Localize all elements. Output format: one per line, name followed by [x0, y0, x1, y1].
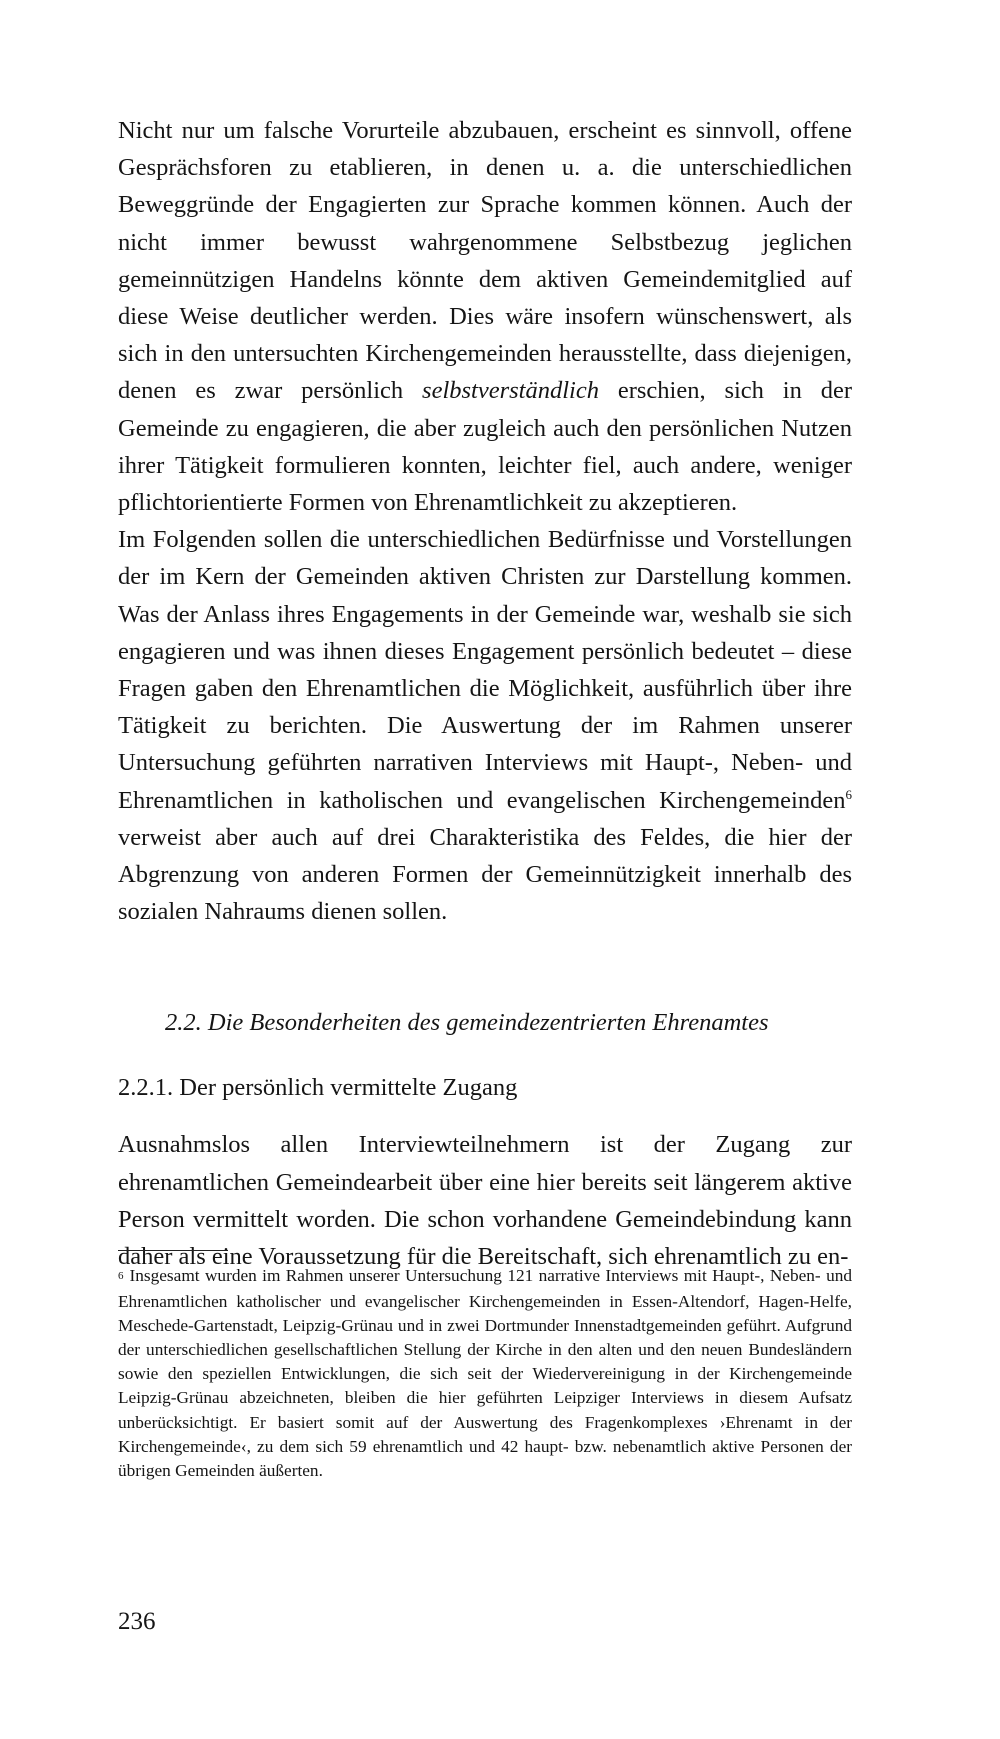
footnote-text: Insgesamt wurden im Rahmen unserer Untersuchung 121 narrative Interviews mit Haupt-, Neben- und Ehrenamtlichen katholischer und evangelischer Kirchengemeinden in Essen-Altendorf, Hagen-Helfe, Meschede-Gartenstadt, Leipzig-Grünau und in zwei Dortmunder Innenstadtgemeinden geführt. Aufgrund der unterschiedlichen gesellschaftlichen Stellung der Kirche in den alten und den neuen Bundesländern sowie den speziellen Entwicklungen, die sich seit der Wiedervereinigung in der Kirchengemeinde Leipzig-Grünau abzeichneten, bleiben die hier geführten Leipziger Interviews in diesem Aufsatz unberücksichtigt. Er basiert somit auf der Auswertung des Fragenkomplexes ›Ehrenamt in der Kirchengemeinde‹, zu dem sich 59 ehrenamtlich und 42 haupt- bzw. nebenamtlich aktive Personen der übrigen Gemeinden äußerten. [118, 1266, 852, 1480]
footnote-number: 6 [118, 1270, 124, 1282]
paragraph-2-text: Im Folgenden sollen die unterschiedlichen Bedürfnisse und Vorstellungen der im Kern der Gemeinden aktiven Christen zur Darstellung kommen. Was der Anlass ihres Engagements in der Gemeinde war, weshalb sie sich engagieren und was ihnen dieses Engagement persönlich bedeutet – diese Fragen gaben den Ehrenamtlichen die Möglichkeit, ausführlich über ihre Tätigkeit zu berichten. Die Auswertung der im Rahmen unserer Untersuchung geführten narrativen Interviews mit Haupt-, Neben- und Ehrenamtlichen in katholischen und evangelischen Kirchengemeinden [118, 526, 852, 814]
paragraph-1-text: Nicht nur um falsche Vorurteile abzubauen, erscheint es sinnvoll, offene Gesprächsforen zu etablieren, in denen u. a. die unterschiedlichen Beweggründe der Engagierten zur Sprache kommen können. Auch der nicht immer bewusst wahrgenommene Selbstbezug jeglichen gemeinnützigen Handelns könnte dem aktiven Gemeindemitglied auf diese Weise deutlicher werden. Dies wäre insofern wünschenswert, als sich in den untersuchten Kirchengemeinden herausstellte, dass diejenigen, denen es zwar persönlich [118, 117, 852, 405]
page-body [118, 112, 852, 1275]
paragraph-3-text: Ausnahmslos allen Interviewteilnehmern ist der Zugang zur ehrenamtlichen Gemeindearbeit über eine hier bereits seit längerem aktive Person vermittelt worden. Die schon vorhandene Gemeindebindung kann daher als eine Voraussetzung für die Bereitschaft, sich ehrenamtlich zu en- [118, 1131, 852, 1271]
footnote-divider [118, 1250, 228, 1251]
footnote-reference[interactable]: 6 [845, 786, 852, 802]
section-heading-2-2-1: 2.2.1. Der persönlich vermittelte Zugang [118, 1074, 518, 1102]
emphasis-selbstverstaendlich: selbstverständlich [422, 377, 599, 405]
main-text [118, 112, 852, 930]
section-heading-2-2: 2.2. Die Besonderheiten des gemeindezentrierten Ehrenamtes [165, 1009, 769, 1037]
page-number: 236 [118, 1608, 156, 1635]
paragraph-1 [118, 112, 852, 521]
paragraph-3 [118, 1126, 852, 1275]
paragraph-2-rest: verweist aber auch auf drei Charakteristika des Feldes, die hier der Abgrenzung von anderen Formen der Gemeinnützigkeit innerhalb des sozialen Nahraums dienen sollen. [118, 823, 852, 926]
paragraph-2 [118, 521, 852, 930]
footnote-6 [118, 1264, 852, 1483]
paragraph-1-rest: erschien, sich in der Gemeinde zu engagieren, die aber zugleich auch den persönlichen Nutzen ihrer Tätigkeit formulieren konnten, leichter fiel, auch andere, weniger pflichtorientierte Formen von Ehrenamtlichkeit zu akzeptieren. [118, 377, 852, 517]
